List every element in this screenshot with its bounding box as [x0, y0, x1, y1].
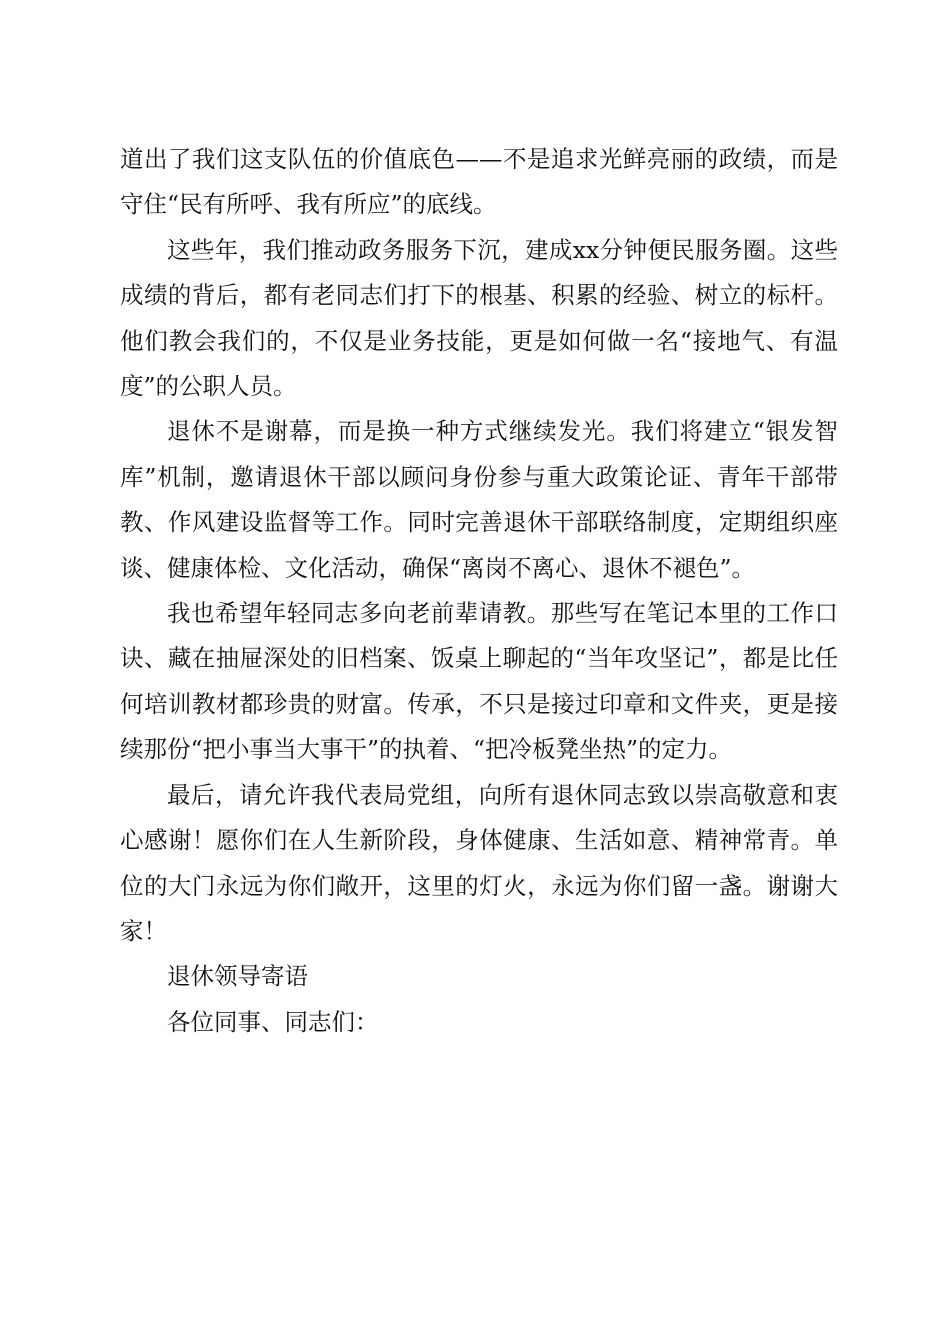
paragraph-2: 这些年，我们推动政务服务下沉，建成xx分钟便民服务圈。这些成绩的背后，都有老同志们打下的根基、积累的经验、树立的标杆。他们教会我们的，不仅是业务技能，更是如何做一名“接地气、有温度”的公职人员。 — [120, 235, 838, 401]
section-heading: 退休领导寄语 — [167, 962, 308, 991]
document-body — [120, 137, 838, 1045]
salutation: 各位同事、同志们： — [167, 1007, 379, 1036]
paragraph-4: 我也希望年轻同志多向老前辈请教。那些写在笔记本里的工作口诀、藏在抽屉深处的旧档案、饭桌上聊起的“当年攻坚记”，都是比任何培训教材都珍贵的财富。传承，不只是接过印章和文件夹，更是接续那份“把小事当大事干”的执着、“把冷板凳坐热”的定力。 — [120, 599, 838, 764]
paragraph-5: 最后，请允许我代表局党组，向所有退休同志致以崇高敬意和衷心感谢！愿你们在人生新阶段，身体健康、生活如意、精神常青。单位的大门永远为你们敞开，这里的灯火，永远为你们留一盏。谢谢大家！ — [120, 780, 838, 945]
paragraph-1: 道出了我们这支队伍的价值底色——不是追求光鲜亮丽的政绩，而是守住“民有所呼、我有所应”的底线。 — [120, 145, 838, 219]
paragraph-3: 退休不是谢幕，而是换一种方式继续发光。我们将建立“银发智库”机制，邀请退休干部以顾问身份参与重大政策论证、青年干部带教、作风建设监督等工作。同时完善退休干部联络制度，定期组织座谈、健康体检、文化活动，确保“离岗不离心、退休不褪色”。 — [120, 417, 838, 582]
